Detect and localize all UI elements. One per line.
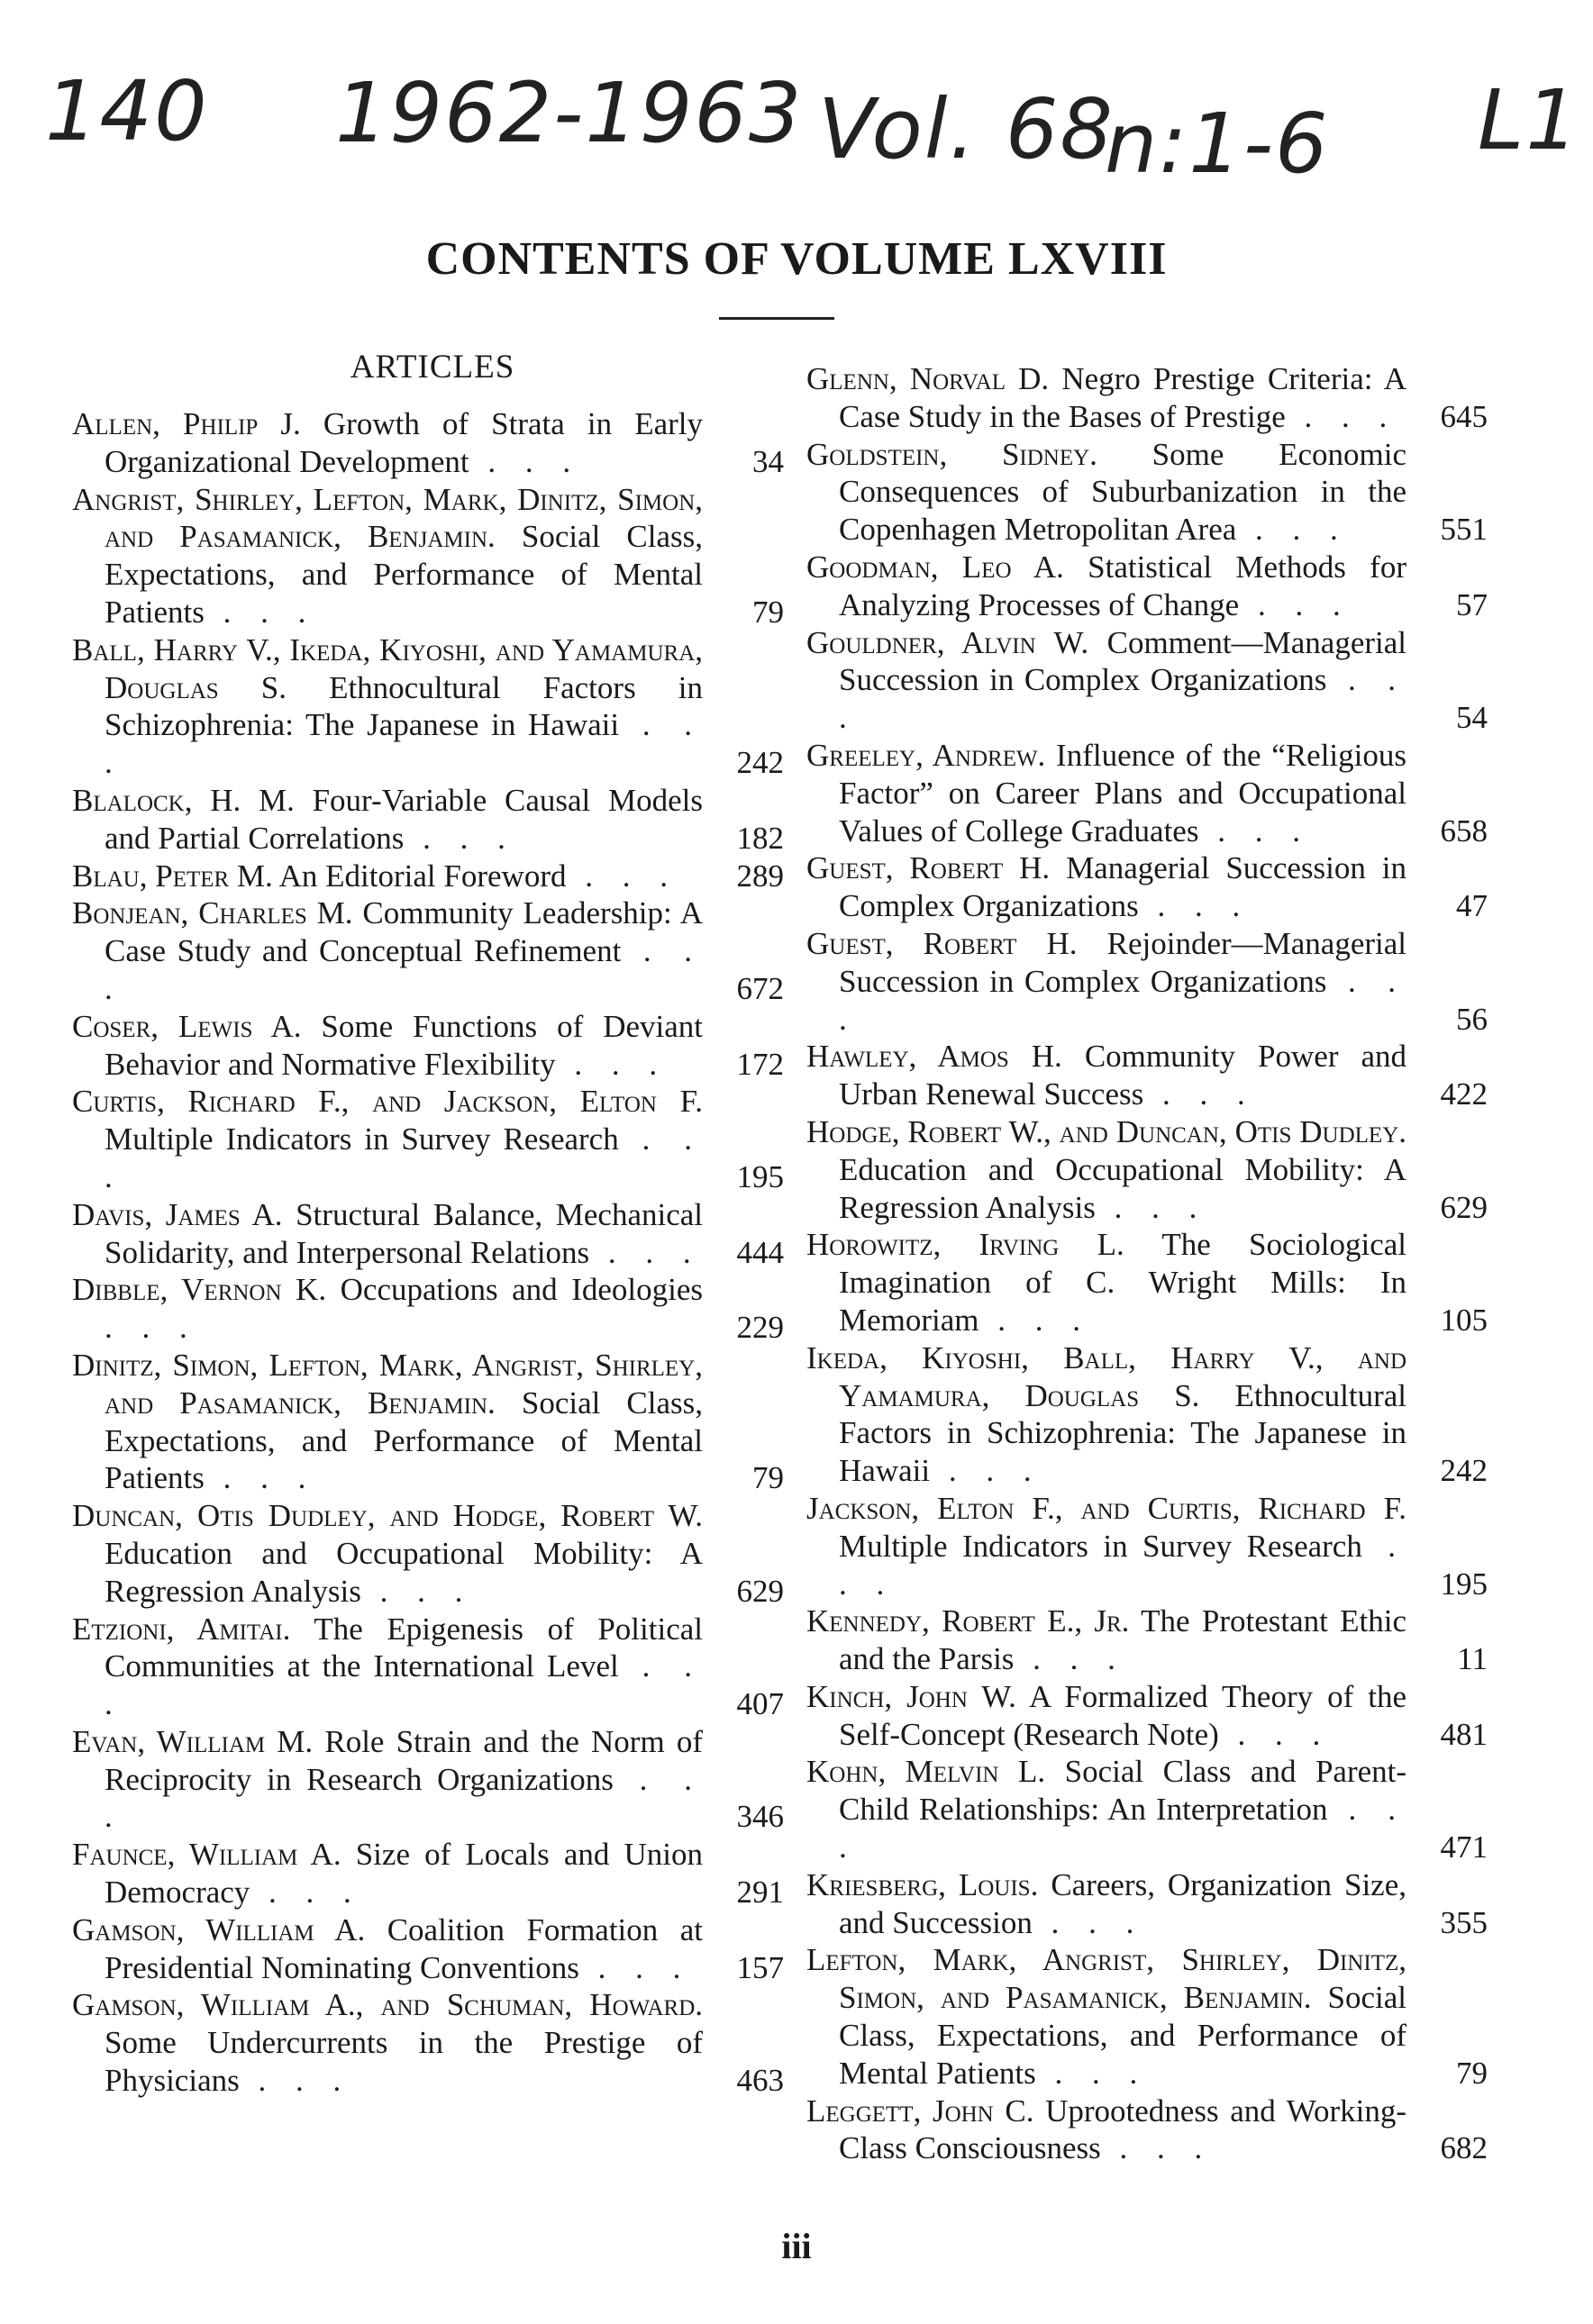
entry-page-number: 54	[1456, 700, 1488, 736]
entry-title: Social Class and Parent-Child Relationships: An Interpretation	[839, 1754, 1407, 1828]
entry-authors: Goldstein, Sidney.	[806, 436, 1097, 472]
entry-title: Education and Occupational Mobility: A Regression Analysis	[105, 1535, 703, 1609]
entry-page-number: 672	[736, 970, 784, 1006]
contents-entry	[72, 858, 784, 895]
entry-page-number: 481	[1440, 1716, 1488, 1752]
entry-page-number: 346	[736, 1799, 784, 1835]
contents-entry	[806, 1941, 1488, 2092]
entry-page-number: 463	[736, 2063, 784, 2099]
leader-dots: . . .	[930, 1453, 1042, 1489]
entry-page-number: 551	[1440, 512, 1488, 548]
entry-title: Statistical Methods for Analyzing Processes of Change	[839, 549, 1406, 622]
entry-title: The Epigenesis of Political Communities at the International Level	[105, 1611, 704, 1684]
entry-title: Social Class, Expectations, and Performance of Mental Patients	[839, 1980, 1406, 2091]
entry-title: Some Functions of Deviant Behavior and Normative Flexibility	[105, 1008, 703, 1082]
entry-authors: Coser, Lewis A.	[72, 1008, 302, 1044]
leader-dots: . . .	[1198, 812, 1311, 849]
leader-dots: . . .	[105, 1310, 198, 1346]
entry-authors: Kennedy, Robert E., Jr.	[806, 1603, 1130, 1639]
entry-page-number: 229	[736, 1310, 784, 1346]
contents-entry	[72, 1196, 784, 1272]
entry-page-number: 242	[1440, 1453, 1488, 1489]
entry-page-number: 422	[1440, 1076, 1488, 1112]
leader-dots: . . .	[204, 594, 317, 630]
entry-page-number: 157	[736, 1949, 784, 1985]
leader-dots: . . .	[105, 933, 703, 1006]
title-rule	[719, 317, 834, 320]
leader-dots: . . .	[204, 1460, 317, 1496]
leader-dots: . . .	[105, 1761, 703, 1835]
contents-entry	[806, 1490, 1488, 1602]
entry-page-number: 11	[1457, 1641, 1488, 1677]
entry-page-number: 34	[752, 443, 784, 479]
leader-dots: . . .	[250, 1875, 362, 1911]
leader-dots: . . .	[1014, 1641, 1126, 1677]
entry-page-number: 289	[736, 858, 784, 894]
contents-entry	[806, 849, 1488, 925]
entry-page-number: 172	[736, 1046, 784, 1082]
contents-entry	[806, 1113, 1488, 1226]
leader-dots: . . .	[105, 1648, 704, 1722]
entry-page-number: 79	[1456, 2055, 1488, 2091]
handwritten-note-volume: Vol. 68	[818, 81, 1115, 177]
entry-authors: Lefton, Mark, Angrist, Shirley, Dinitz, Simon, and Pasamanick, Benjamin.	[806, 1942, 1406, 2016]
handwritten-note-issues: n:1-6	[1105, 95, 1330, 192]
contents-entry	[806, 360, 1488, 436]
entry-title: Some Undercurrents in the Prestige of Physicians	[105, 2025, 703, 2099]
entry-page-number: 629	[1440, 1189, 1488, 1225]
entry-page-number: 658	[1440, 812, 1488, 849]
leader-dots: . . .	[979, 1302, 1092, 1338]
entry-authors: Glenn, Norval D.	[806, 361, 1050, 396]
entry-page-number: 79	[752, 594, 784, 630]
leader-dots: . . .	[469, 443, 582, 479]
entry-title: Community Power and Urban Renewal Success	[839, 1039, 1407, 1112]
entry-authors: Gamson, William A.	[72, 1911, 366, 1947]
entry-title: Coalition Formation at Presidential Nominating Conventions	[105, 1911, 703, 1985]
contents-entry	[72, 481, 784, 631]
contents-entry	[72, 631, 784, 782]
left-column	[72, 405, 784, 2100]
page-title: CONTENTS OF VOLUME LXVIII	[425, 233, 1168, 285]
leader-dots: . . .	[578, 1949, 692, 1985]
right-column	[806, 360, 1488, 2167]
leader-dots: . . .	[1035, 2055, 1149, 2091]
contents-entry	[806, 925, 1488, 1038]
leader-dots: . . .	[566, 858, 678, 894]
leader-dots: . . .	[1032, 1904, 1145, 1940]
contents-entry	[806, 1226, 1488, 1339]
contents-entry	[72, 1271, 784, 1347]
contents-entry	[806, 1678, 1488, 1754]
entry-authors: Evan, William M.	[72, 1723, 314, 1759]
leader-dots: . . .	[589, 1234, 702, 1270]
contents-entry	[806, 1602, 1488, 1678]
contents-entry	[72, 1611, 784, 1723]
leader-dots: . . .	[1239, 586, 1352, 622]
entry-page-number: 242	[736, 745, 784, 781]
leader-dots: . . .	[1143, 1076, 1256, 1112]
entry-authors: Ikeda, Kiyoshi, Ball, Harry V., and Yamamura, Douglas S.	[806, 1339, 1406, 1413]
leader-dots: . . .	[1100, 2130, 1214, 2166]
leader-dots: . . .	[839, 1792, 1406, 1866]
entry-page-number: 682	[1440, 2130, 1488, 2166]
entry-title: Multiple Indicators in Survey Research	[839, 1528, 1362, 1564]
leader-dots: . . .	[404, 820, 516, 856]
entry-authors: Angrist, Shirley, Lefton, Mark, Dinitz, Simon, and Pasamanick, Benjamin.	[72, 481, 703, 555]
contents-entry	[72, 894, 784, 1007]
entry-authors: Kohn, Melvin L.	[806, 1754, 1046, 1790]
leader-dots: . . .	[555, 1046, 669, 1082]
contents-entry	[72, 1986, 784, 2099]
contents-entry	[806, 1753, 1488, 1866]
handwritten-note-years: 1962-1963	[335, 65, 804, 161]
entry-authors: Etzioni, Amitai.	[72, 1611, 291, 1647]
entry-title: Occupations and Ideologies	[340, 1272, 704, 1308]
entry-title: Community Leadership: A Case Study and Conceptual Refinement	[105, 895, 703, 969]
entry-authors: Gouldner, Alvin W.	[806, 624, 1089, 660]
entry-authors: Kriesberg, Louis.	[806, 1866, 1039, 1902]
entry-page-number: 56	[1456, 1001, 1488, 1037]
handwritten-annotation	[0, 45, 1593, 198]
entry-title: Influence of the “Religious Factor” on Career Plans and Occupational Values of College Graduates	[839, 737, 1406, 849]
leader-dots: . . .	[239, 2063, 352, 2099]
contents-entry	[806, 549, 1488, 624]
entry-title: Structural Balance, Mechanical Solidarity, and Interpersonal Relations	[105, 1196, 703, 1270]
entry-title: Growth of Strata in Early Organizational Development	[105, 406, 703, 479]
entry-title: Multiple Indicators in Survey Research	[105, 1121, 619, 1157]
leader-dots: . . .	[1236, 512, 1349, 548]
entry-page-number: 57	[1456, 586, 1488, 622]
leader-dots: . . .	[1218, 1716, 1332, 1752]
entry-page-number: 47	[1456, 888, 1488, 924]
entry-title: Four-Variable Causal Models and Partial Correlations	[105, 782, 703, 856]
entry-title: Some Economic Consequences of Suburbanization in the Copenhagen Metropolitan Area	[839, 436, 1406, 548]
leader-dots: . . .	[1138, 888, 1252, 924]
contents-entry	[806, 2093, 1488, 2168]
contents-entry	[72, 1911, 784, 1987]
entry-title: The Protestant Ethic and the Parsis	[839, 1603, 1407, 1677]
entry-authors: Leggett, John C.	[806, 2093, 1034, 2129]
section-heading: ARTICLES	[350, 349, 515, 386]
entry-authors: Greeley, Andrew.	[806, 737, 1046, 773]
entry-title: Negro Prestige Criteria: A Case Study in the Bases of Prestige	[839, 361, 1406, 434]
entry-authors: Hawley, Amos H.	[806, 1039, 1062, 1075]
contents-entry	[806, 737, 1488, 849]
entry-authors: Guest, Robert H.	[806, 850, 1051, 886]
entry-authors: Dibble, Vernon K.	[72, 1272, 327, 1308]
entry-page-number: 407	[736, 1686, 784, 1722]
entry-page-number: 645	[1440, 398, 1488, 434]
contents-entry	[72, 405, 784, 481]
entry-title: Ethnocultural Factors in Schizophrenia: The Japanese in Hawaii	[839, 1377, 1406, 1489]
entry-page-number: 105	[1440, 1302, 1488, 1338]
entry-page-number: 79	[752, 1460, 784, 1496]
leader-dots: . . .	[839, 1528, 1406, 1602]
entry-page-number: 355	[1440, 1904, 1488, 1940]
contents-entry	[72, 1008, 784, 1084]
leader-dots: . . .	[1095, 1189, 1208, 1225]
entry-authors: Davis, James A.	[72, 1196, 283, 1232]
contents-entry	[72, 1836, 784, 1911]
entry-title: Comment—Managerial Succession in Complex Organizations	[839, 624, 1407, 698]
entry-authors: Faunce, William A.	[72, 1837, 341, 1873]
entry-authors: Kinch, John W.	[806, 1678, 1016, 1714]
leader-dots: . . .	[1285, 398, 1398, 434]
entry-title: Rejoinder—Managerial Succession in Complex Organizations	[839, 925, 1407, 999]
entry-authors: Goodman, Leo A.	[806, 549, 1064, 585]
entry-page-number: 195	[1440, 1566, 1488, 1602]
contents-entry	[806, 436, 1488, 549]
contents-entry	[72, 1347, 784, 1497]
entry-authors: Allen, Philip J.	[72, 406, 301, 441]
entry-title: Uprootedness and Working-Class Consciousness	[839, 2093, 1407, 2166]
entry-authors: Hodge, Robert W., and Duncan, Otis Dudley.	[806, 1113, 1406, 1149]
leader-dots: . . .	[360, 1573, 474, 1609]
contents-entry	[72, 1083, 784, 1195]
entry-title: Social Class, Expectations, and Performance of Mental Patients	[105, 519, 704, 630]
entry-page-number: 195	[736, 1158, 784, 1194]
entry-authors: Gamson, William A., and Schuman, Howard.	[72, 1987, 703, 2023]
entry-authors: Jackson, Elton F., and Curtis, Richard F.	[806, 1490, 1406, 1526]
contents-entry	[72, 1723, 784, 1836]
entry-title: Managerial Succession in Complex Organizations	[839, 850, 1406, 924]
entry-authors: Ball, Harry V., Ikeda, Kiyoshi, and Yamamura, Douglas S.	[72, 631, 703, 705]
entry-title: Social Class, Expectations, and Performance of Mental Patients	[105, 1384, 704, 1496]
entry-title: An Editorial Foreword	[278, 858, 567, 894]
leader-dots: . . .	[839, 963, 1406, 1037]
entry-authors: Duncan, Otis Dudley, and Hodge, Robert W.	[72, 1498, 703, 1534]
entry-authors: Curtis, Richard F., and Jackson, Elton F.	[72, 1084, 703, 1120]
handwritten-note-code: L1	[1478, 72, 1580, 168]
leader-dots: . . .	[105, 1121, 704, 1194]
entry-page-number: 291	[736, 1875, 784, 1911]
entry-title: Careers, Organization Size, and Succession	[839, 1866, 1406, 1940]
entry-authors: Guest, Robert H.	[806, 925, 1078, 961]
leader-dots: . . .	[105, 707, 704, 781]
contents-entry	[806, 624, 1488, 737]
entry-title: Role Strain and the Norm of Reciprocity in Research Organizations	[105, 1723, 704, 1797]
entry-authors: Blalock, H. M.	[72, 782, 295, 818]
entry-title: Size of Locals and Union Democracy	[105, 1837, 704, 1911]
leader-dots: . . .	[839, 662, 1406, 736]
page-number: iii	[781, 2226, 812, 2266]
entry-authors: Horowitz, Irving L.	[806, 1227, 1124, 1263]
handwritten-note-number: 140	[45, 63, 209, 159]
contents-entry	[72, 1497, 784, 1610]
entry-page-number: 182	[736, 820, 784, 856]
entry-title: A Formalized Theory of the Self-Concept (Research Note)	[839, 1678, 1407, 1752]
entry-page-number: 629	[736, 1573, 784, 1609]
entry-authors: Dinitz, Simon, Lefton, Mark, Angrist, Shirley, and Pasamanick, Benjamin.	[72, 1347, 703, 1421]
entry-authors: Blau, Peter M.	[72, 858, 273, 894]
entry-page-number: 444	[736, 1234, 784, 1270]
entry-title: Education and Occupational Mobility: A Regression Analysis	[839, 1151, 1406, 1225]
contents-entry	[806, 1038, 1488, 1113]
contents-entry	[806, 1866, 1488, 1942]
entry-authors: Bonjean, Charles M.	[72, 895, 353, 931]
contents-entry	[806, 1339, 1488, 1490]
contents-entry	[72, 782, 784, 858]
entry-title: Ethnocultural Factors in Schizophrenia: The Japanese in Hawaii	[105, 669, 703, 743]
entry-title: The Sociological Imagination of C. Wright Mills: In Memoriam	[839, 1227, 1406, 1338]
entry-page-number: 471	[1440, 1829, 1488, 1866]
